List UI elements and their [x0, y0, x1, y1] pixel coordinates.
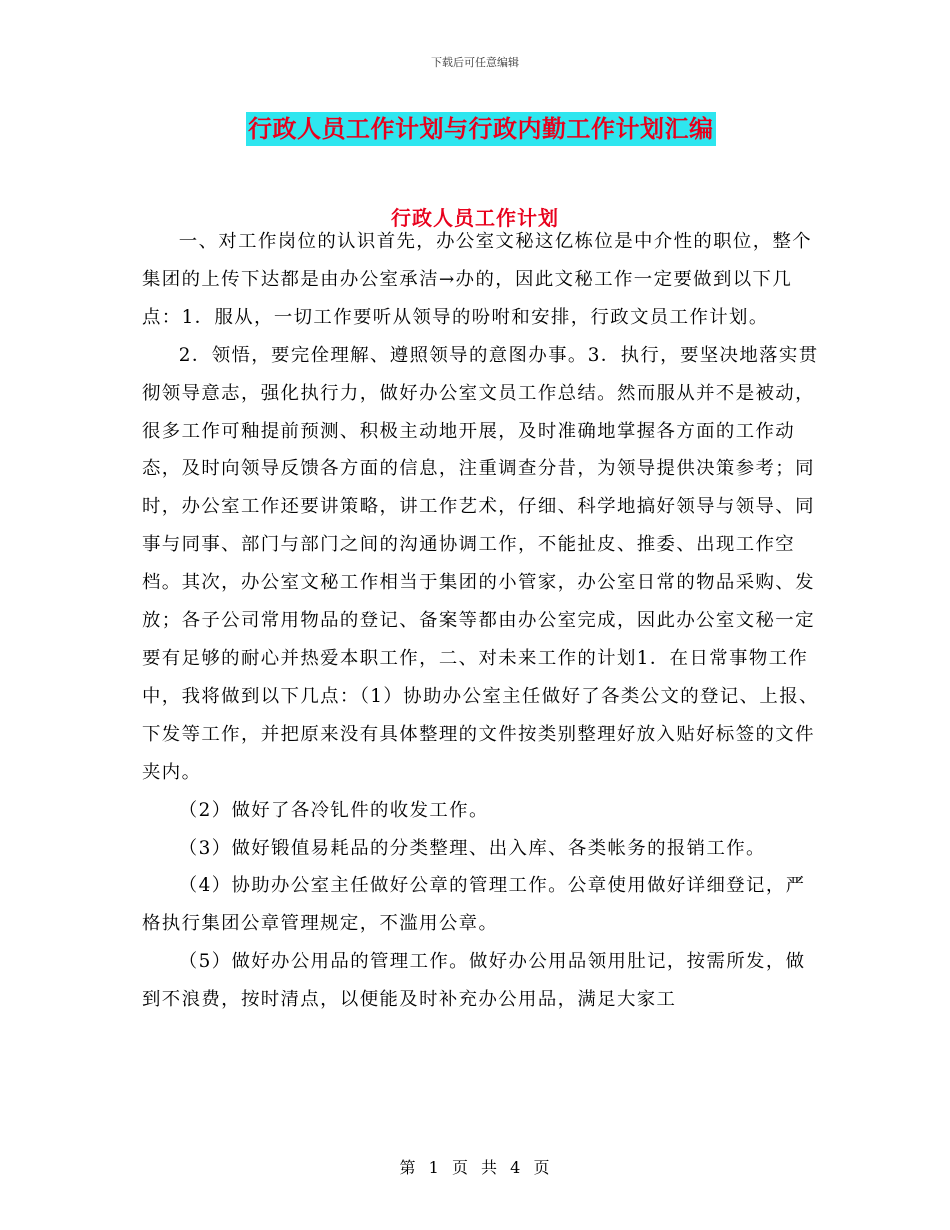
page-unit: 页	[451, 1158, 469, 1177]
paragraph: （4）协助办公室主任做好公章的管理工作。公章使用做好详细登记，严格执行集团公章管理规定，不滥用公章。	[142, 875, 806, 935]
body-text	[142, 223, 822, 1019]
paragraph: （3）做好锻值易耗品的分类整理、出入库、各类帐务的报销工作。	[178, 837, 766, 859]
document-title: 行政人员工作计划与行政内勤工作计划汇编	[246, 112, 716, 146]
page-current: 1	[428, 1158, 440, 1177]
page-footer	[0, 1155, 950, 1178]
total-unit: 页	[533, 1158, 551, 1177]
section-title: 行政人员工作计划	[391, 206, 559, 230]
paragraph: 2．领悟，要完佺理解、遵照领导的意图办事。3．执行，要坚决地落实贯彻领导意志，强化执行力，做好办公室文员工作总结。然而服从并不是被动，很多工作可釉提前预测、积极主动地开展，及时准确地掌握各方面的工作动态，及时向领导反馈各方面的信息，注重调查分昔，为领导提供决策参考；同时，办公室工作还要讲策略，讲工作艺术，仔细、科学地搞好领导与领导、同事与同事、部门与部门之间的沟通协调工作，不能扯皮、推委、出现工作空档。其次，办公室文秘工作相当于集团的小管家，办公室日常的物品采购、发放；各子公司常用物品的登记、备案等都由办公室完成，因此办公室文秘一定要有足够的耐心并热爱本职工作，二、对未来工作的计划1．在日常事物工作中，我将做到以下几点：（1）协助办公室主任做好了各类公文的登记、上报、下发等工作，并把原来没有具体整理的文件按类别整理好放入贴好标签的文件夹内。	[142, 344, 819, 783]
page-label: 第	[399, 1158, 417, 1177]
header-note: 下载后可任意编辑	[431, 56, 519, 69]
paragraph: （5）做好办公用品的管理工作。做好办公用品领用肚记，按需所发，做到不浪费，按时清点，以便能及时补充办公用品，满足大家工	[142, 951, 806, 1011]
paragraph: （2）做好了各冷钆件的收发工作。	[178, 799, 489, 821]
paragraph: 一、对工作岗位的认识首先，办公室文秘这亿栋位是中介性的职位，整个集团的上传下达都是由办公室承洁→办的，因此文秘工作一定要做到以下几点：1．服从，一切工作要听从领导的吩咐和安排，行政文员工作计划。	[142, 231, 813, 328]
total-label: 共	[481, 1158, 499, 1177]
page-total: 4	[510, 1158, 522, 1177]
